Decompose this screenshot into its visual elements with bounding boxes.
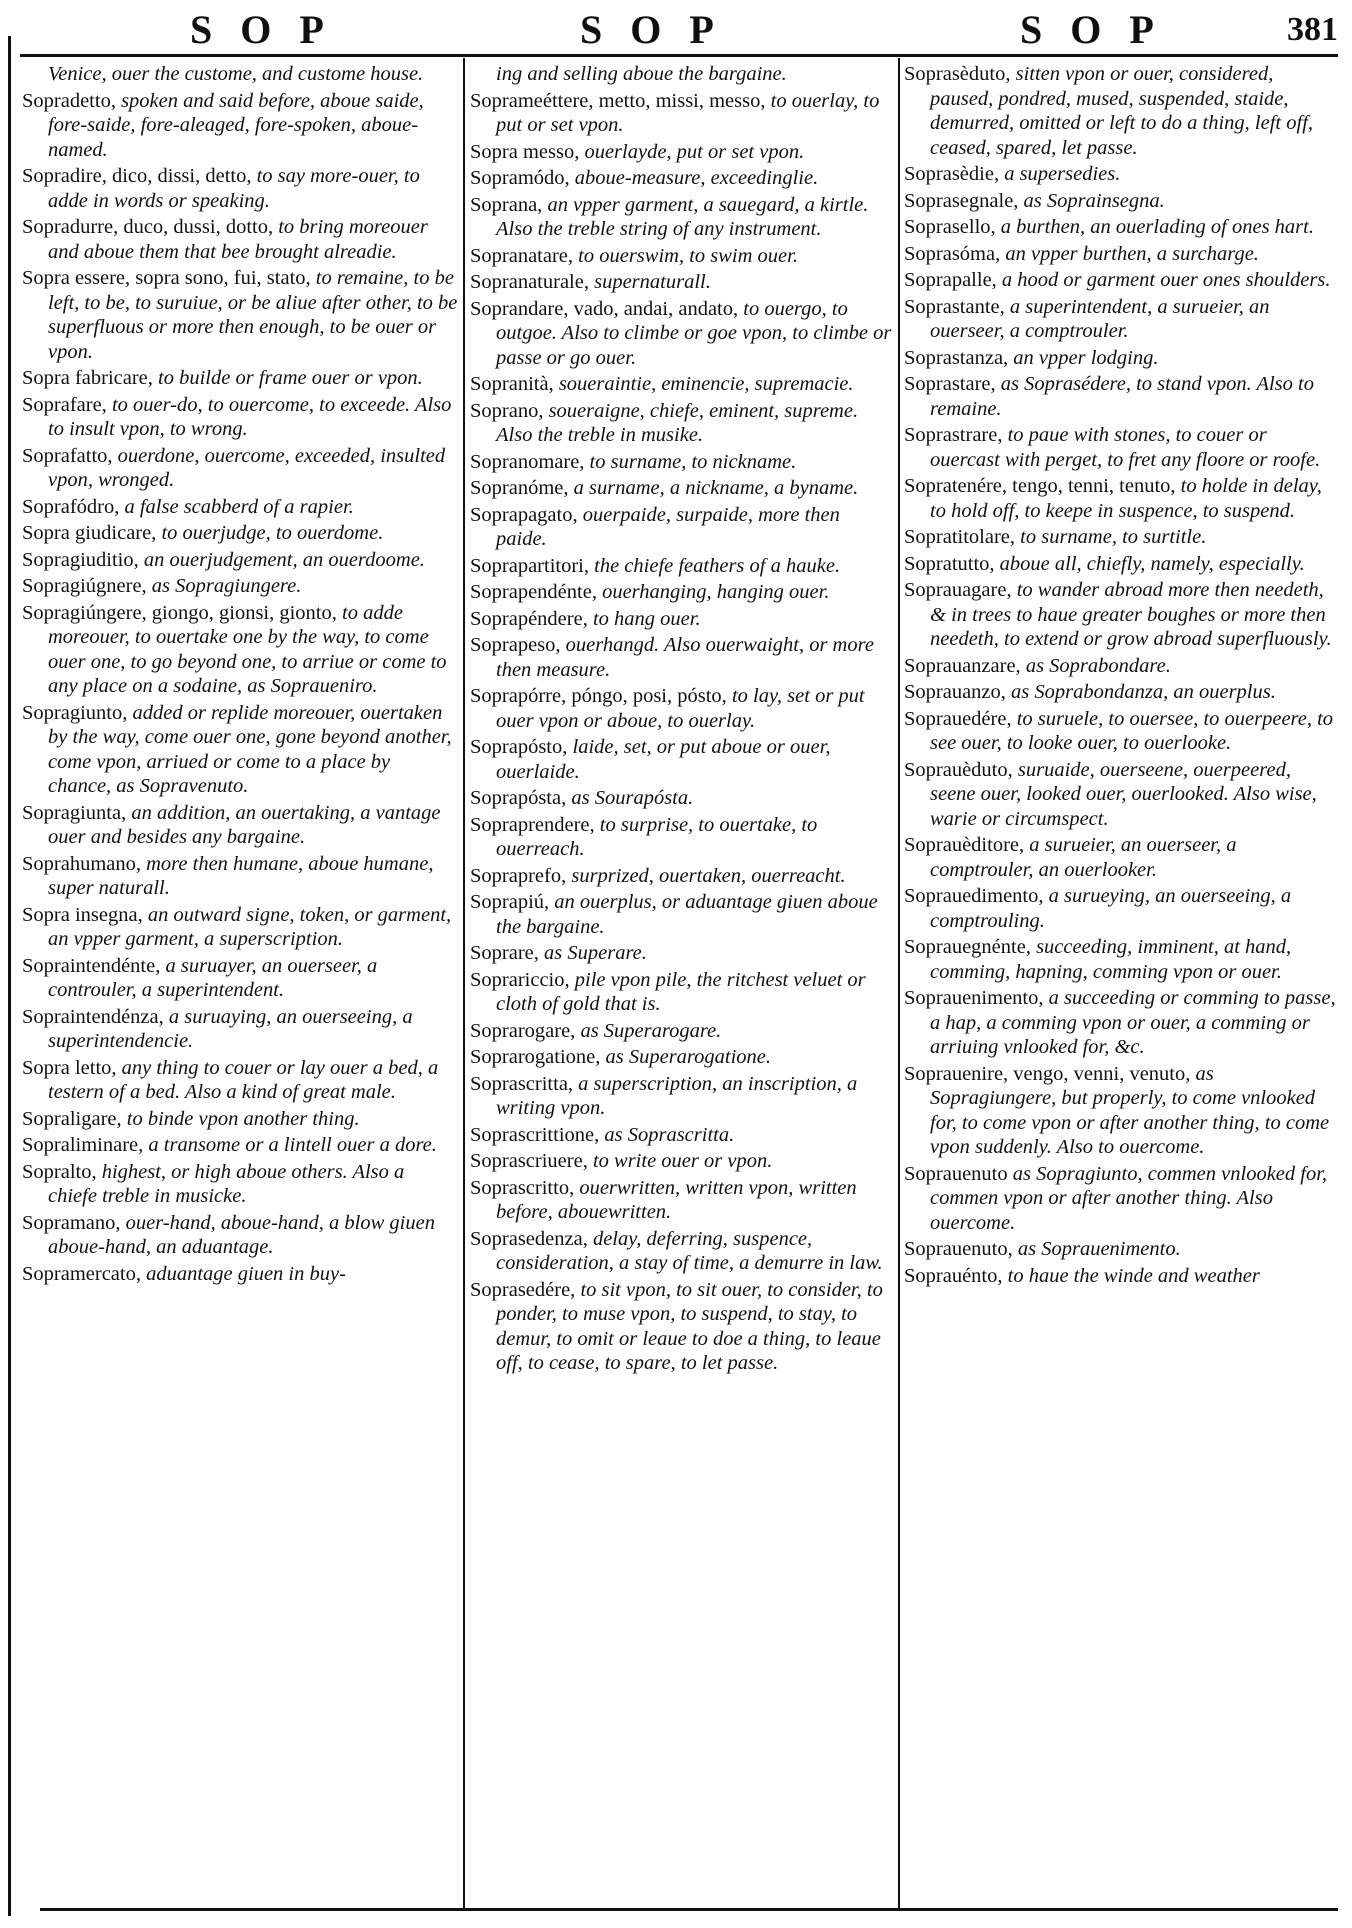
- entry-headword: Soprasello,: [904, 216, 996, 238]
- entry-definition: a surueier, an ouerseer, a comptrouler, an ouerlooker.: [930, 834, 1237, 881]
- entry-headword: Sopramano,: [22, 1211, 121, 1234]
- entry-headword: Soprasóma,: [904, 242, 1001, 265]
- entry-definition: ouerhanging, hanging ouer.: [602, 581, 830, 603]
- entry-headword: Soprastante,: [904, 295, 1005, 318]
- entry-headword: Soprare,: [470, 942, 539, 964]
- dictionary-entry: [470, 607, 894, 632]
- entry-definition: any thing to couer or lay ouer a bed, a testern of a bed. Also a kind of great male.: [48, 1056, 439, 1103]
- entry-definition: as Superarogatione.: [605, 1046, 772, 1068]
- entry-headword: Soprascritta,: [470, 1072, 574, 1095]
- dictionary-entry: [904, 62, 1336, 160]
- entry-definition: Venice, ouer the custome, and custome house.: [48, 63, 424, 85]
- entry-headword: Soprauedére,: [904, 707, 1012, 730]
- entry-headword: Soprapéndere,: [470, 607, 588, 630]
- entry-definition: an vpper lodging.: [1013, 346, 1159, 369]
- entry-definition: to hang ouer.: [592, 607, 701, 630]
- entry-definition: spoken and said before, aboue saide, fore-saide, fore-aleaged, fore-spoken, aboue-named.: [48, 89, 424, 161]
- dictionary-entry: [904, 242, 1336, 267]
- dictionary-entry: [22, 89, 458, 163]
- dictionary-entry: [470, 968, 894, 1017]
- dictionary-entry: [22, 852, 458, 901]
- dictionary-entry: [22, 521, 458, 546]
- dictionary-entry: [904, 1264, 1336, 1289]
- dictionary-entry: [22, 701, 458, 799]
- entry-headword: Soprafare,: [22, 393, 107, 416]
- entry-definition: an vpper garment, a sauegard, a kirtle. Also the treble string of any instrument.: [496, 193, 869, 240]
- entry-definition: a superintendent, a surueier, an ouerseer, a comptrouler.: [930, 295, 1270, 342]
- entry-definition: a transome or a lintell ouer a dore.: [148, 1134, 437, 1156]
- entry-headword: Sopradire, dico, dissi, detto,: [22, 165, 252, 187]
- dictionary-entry: [904, 884, 1336, 933]
- entry-headword: Soprastare,: [904, 373, 996, 395]
- entry-headword: Sopranità,: [470, 373, 554, 395]
- entry-definition: to ouerlay, to put or set vpon.: [496, 89, 880, 136]
- bottom-rule: [40, 1908, 1338, 1911]
- entry-definition: as Soprauenimento.: [1017, 1238, 1181, 1260]
- entry-definition: soueraigne, chiefe, eminent, supreme. Also the treble in musike.: [496, 399, 859, 446]
- dictionary-entry: [470, 1045, 894, 1070]
- entry-headword: Sopraligare,: [22, 1107, 122, 1130]
- dictionary-entry: [470, 503, 894, 552]
- entry-headword: Soprasèduto,: [904, 63, 1011, 85]
- dictionary-entry: [904, 680, 1336, 705]
- entry-headword: Sopralto,: [22, 1160, 97, 1183]
- entry-headword: Soprapartitori,: [470, 554, 589, 577]
- entry-headword: Soprastrare,: [904, 424, 1003, 446]
- dictionary-entry: [904, 1237, 1336, 1262]
- entry-definition: laide, set, or put aboue or ouer, ouerlaide.: [496, 736, 831, 783]
- dictionary-entry: [904, 525, 1336, 550]
- column-2: [470, 62, 894, 1902]
- dictionary-entry: [470, 297, 894, 371]
- entry-definition: to ouerswim, to swim ouer.: [578, 244, 798, 267]
- dictionary-entry: [22, 164, 458, 213]
- dictionary-entry: [470, 1278, 894, 1376]
- entry-headword: Sopranatare,: [470, 244, 574, 267]
- dictionary-entry: [470, 580, 894, 605]
- entry-definition: to surname, to nickname.: [589, 450, 797, 473]
- entry-headword: Soprasèdie,: [904, 163, 1000, 185]
- entry-definition: to binde vpon another thing.: [126, 1107, 360, 1130]
- entry-definition: as Sourapósta.: [571, 787, 694, 809]
- entry-headword: Sopradetto,: [22, 89, 116, 112]
- entry-definition: a superscription, an inscription, a writing vpon.: [496, 1072, 858, 1119]
- dictionary-entry: [470, 633, 894, 682]
- column-divider-2: [898, 58, 900, 1908]
- dictionary-entry: [22, 62, 458, 87]
- entry-definition: a false scabberd of a rapier.: [124, 495, 354, 518]
- entry-headword: Sopratitolare,: [904, 526, 1016, 548]
- entry-definition: ouerlayde, put or set vpon.: [584, 140, 805, 163]
- dictionary-entry: [904, 578, 1336, 652]
- dictionary-entry: [22, 1005, 458, 1054]
- entry-definition: a hood or garment ouer ones shoulders.: [1001, 269, 1331, 291]
- dictionary-entry: [904, 215, 1336, 240]
- dictionary-entry: [470, 1227, 894, 1276]
- dictionary-entry: [22, 801, 458, 850]
- entry-definition: as Sopragiungere.: [151, 575, 302, 597]
- dictionary-entry: [470, 813, 894, 862]
- entry-headword: Soprascriuere,: [470, 1150, 588, 1172]
- entry-definition: to ouer-do, to ouercome, to exceede. Also to insult vpon, to wrong.: [48, 393, 452, 440]
- entry-definition: aboue all, chiefly, namely, especially.: [999, 552, 1305, 575]
- entry-definition: a supersedies.: [1004, 163, 1121, 185]
- dictionary-entry: [470, 786, 894, 811]
- column-3: [904, 62, 1336, 1902]
- left-border-rule: [8, 36, 11, 1916]
- dictionary-entry: [904, 295, 1336, 344]
- entry-headword: Soprapalle,: [904, 269, 997, 291]
- entry-headword: Soprapósto,: [470, 736, 568, 758]
- dictionary-entry: [470, 1149, 894, 1174]
- dictionary-entry: [470, 244, 894, 269]
- entry-headword: Soprascrittione,: [470, 1123, 600, 1146]
- dictionary-entry: [470, 1072, 894, 1121]
- entry-headword: Soprandare, vado, andai, andato,: [470, 297, 739, 320]
- entry-headword: Sopranaturale,: [470, 271, 589, 293]
- entry-definition: ing and selling aboue the bargaine.: [496, 63, 787, 85]
- entry-definition: surprized, ouertaken, ouerreacht.: [571, 864, 846, 887]
- entry-definition: sitten vpon or ouer, considered, paused, pondred, mused, suspended, staide, demurred, omitted or left to do a thing, left off, ceased, spared, let passe.: [930, 63, 1314, 159]
- dictionary-entry: [22, 266, 458, 364]
- entry-definition: as Superarogare.: [580, 1019, 722, 1042]
- entry-definition: to suruele, to ouersee, to ouerpeere, to see ouer, to looke ouer, to ouerlooke.: [930, 707, 1334, 754]
- entry-definition: to wander abroad more then needeth, & in trees to haue greater boughes or more then needeth, to extend or grow abroad superfluously.: [930, 579, 1332, 650]
- entry-headword: Soprasedenza,: [470, 1227, 588, 1250]
- entry-definition: to holde in delay, to hold off, to keepe in suspence, to suspend.: [930, 475, 1322, 522]
- entry-headword: Soprastanza,: [904, 346, 1009, 369]
- dictionary-entry: [904, 423, 1336, 472]
- entry-headword: Soprasedére,: [470, 1278, 576, 1301]
- dictionary-entry: [904, 1062, 1336, 1160]
- entry-definition: as Sopragiunto, commen vnlooked for, commen vpon or after another thing. Also ouercome.: [930, 1162, 1328, 1234]
- dictionary-entry: [904, 935, 1336, 984]
- entry-definition: to write ouer or vpon.: [592, 1150, 773, 1172]
- entry-headword: Soprariccio,: [470, 968, 570, 991]
- dictionary-entry: [904, 346, 1336, 371]
- entry-headword: Soprauèditore,: [904, 834, 1025, 856]
- entry-definition: ouerpaide, surpaide, more then paide.: [496, 503, 840, 550]
- dictionary-entry: [470, 166, 894, 191]
- entry-headword: Soprauenimento,: [904, 987, 1044, 1009]
- dictionary-entry: [470, 735, 894, 784]
- entry-headword: Sopragiúngere, giongo, gionsi, gionto,: [22, 601, 337, 624]
- entry-definition: aboue-measure, exceedinglie.: [574, 167, 819, 189]
- entry-headword: Sopragiunto,: [22, 701, 128, 724]
- entry-definition: a suruaying, an ouerseeing, a superintendencie.: [48, 1005, 413, 1052]
- entry-definition: to ouerjudge, to ouerdome.: [161, 522, 384, 544]
- dictionary-entry: [470, 476, 894, 501]
- entry-headword: Sopragiúgnere,: [22, 575, 147, 597]
- page-header: [20, 8, 1338, 52]
- entry-headword: Sopramercato,: [22, 1262, 141, 1285]
- entry-definition: aduantage giuen in buy-: [146, 1262, 346, 1285]
- entry-headword: Soprauenire, vengo, venni, venuto,: [904, 1062, 1191, 1085]
- entry-definition: more then humane, aboue humane, super naturall.: [48, 852, 434, 899]
- entry-headword: Sopraprefo,: [470, 864, 567, 887]
- entry-headword: Soprapagato,: [470, 503, 578, 526]
- entry-headword: Sopraintendénte,: [22, 954, 161, 977]
- entry-definition: suruaide, ouerseene, ouerpeered, seene ouer, looked ouer, ouerlooked. Also wise, warie or circumspect.: [930, 758, 1317, 830]
- column-divider-1: [463, 58, 465, 1908]
- entry-headword: Soprahumano,: [22, 852, 141, 875]
- entry-definition: to haue the winde and weather: [1007, 1264, 1260, 1287]
- dictionary-entry: [22, 1211, 458, 1260]
- entry-headword: Soprauenuto,: [904, 1238, 1013, 1260]
- entry-definition: as Soprabondanza, an ouerplus.: [1011, 681, 1276, 703]
- dictionary-entry: [470, 450, 894, 475]
- entry-headword: Soprana,: [470, 193, 543, 216]
- entry-headword: Sopra insegna,: [22, 903, 143, 926]
- entry-headword: Soprarogare,: [470, 1019, 576, 1042]
- entry-headword: Sopra letto,: [22, 1056, 117, 1079]
- dictionary-entry: [470, 62, 894, 87]
- dictionary-entry: [22, 601, 458, 699]
- entry-definition: to surprise, to ouertake, to ouerreach.: [496, 813, 818, 860]
- page-number: 381: [1287, 11, 1338, 48]
- dictionary-entry: [22, 1107, 458, 1132]
- entry-definition: as Soprasédere, to stand vpon. Also to remaine.: [930, 373, 1314, 420]
- entry-headword: Soprapórre, póngo, posi, pósto,: [470, 685, 727, 707]
- entry-headword: Soprauedimento,: [904, 885, 1044, 907]
- entry-headword: Soprauèduto,: [904, 758, 1013, 781]
- dictionary-entry: [22, 393, 458, 442]
- entry-headword: Soprauenuto: [904, 1162, 1008, 1185]
- dictionary-entry: [904, 833, 1336, 882]
- dictionary-entry: [904, 189, 1336, 214]
- dictionary-entry: [470, 89, 894, 138]
- entry-definition: ouerwritten, written vpon, written before, abouewritten.: [496, 1176, 857, 1223]
- dictionary-entry: [22, 444, 458, 493]
- entry-definition: to remaine, to be left, to be, to suruiue, or be aliue after other, to be superfluous or more then enough, to be ouer or vpon.: [48, 267, 458, 363]
- running-head-right: SOP: [1020, 7, 1182, 52]
- entry-definition: as Soprascritta.: [604, 1123, 735, 1146]
- dictionary-entry: [470, 1123, 894, 1148]
- dictionary-entry: [904, 654, 1336, 679]
- dictionary-entry: [904, 552, 1336, 577]
- entry-headword: Soprapósta,: [470, 787, 567, 809]
- entry-definition: supernaturall.: [594, 271, 711, 293]
- entry-headword: Soprapendénte,: [470, 581, 597, 603]
- dictionary-entry: [470, 941, 894, 966]
- entry-definition: soueraintie, eminencie, supremacie.: [558, 373, 854, 395]
- dictionary-entry: [22, 366, 458, 391]
- entry-headword: Sopra messo,: [470, 140, 580, 163]
- dictionary-entry: [470, 140, 894, 165]
- dictionary-entry: [22, 1262, 458, 1287]
- running-head-center: SOP: [580, 7, 742, 52]
- dictionary-entry: [904, 268, 1336, 293]
- entry-headword: Sopramódo,: [470, 167, 570, 189]
- entry-definition: pile vpon pile, the ritchest veluet or cloth of gold that is.: [496, 968, 866, 1015]
- entry-definition: as Sopragiungere, but properly, to come vnlooked for, to come vpon or after another thing, to come vpon suddenly. Also to ouercome.: [930, 1062, 1330, 1158]
- entry-definition: an addition, an ouertaking, a vantage ouer and besides any bargaine.: [48, 801, 441, 848]
- entry-definition: a succeeding or comming to passe, a hap, a comming vpon or ouer, a comming or arriuing vnlooked for, &c.: [930, 987, 1336, 1058]
- entry-headword: Soprascritto,: [470, 1176, 575, 1199]
- dictionary-entry: [470, 193, 894, 242]
- entry-definition: an ouerjudgement, an ouerdoome.: [143, 548, 425, 571]
- dictionary-entry: [904, 1162, 1336, 1236]
- entry-definition: to sit vpon, to sit ouer, to consider, to ponder, to muse vpon, to suspend, to stay, to demur, to omit or leaue to doe a thing, to leaue off, to cease, to spare, to let passe.: [496, 1278, 883, 1374]
- entry-headword: Soprauegnénte,: [904, 936, 1031, 958]
- entry-headword: Sopraprendere,: [470, 813, 595, 836]
- entry-definition: as Soprabondare.: [1025, 654, 1171, 677]
- dictionary-entry: [904, 758, 1336, 832]
- entry-headword: Soprarogatione,: [470, 1046, 601, 1068]
- entry-definition: to say more-ouer, to adde in words or speaking.: [48, 165, 420, 212]
- dictionary-entry: [470, 684, 894, 733]
- entry-definition: a burthen, an ouerlading of ones hart.: [1000, 216, 1314, 238]
- dictionary-entry: [904, 707, 1336, 756]
- entry-headword: Sopra fabricare,: [22, 367, 153, 389]
- dictionary-entry: [904, 474, 1336, 523]
- entry-definition: to builde or frame ouer or vpon.: [158, 367, 423, 389]
- header-rule: [20, 54, 1338, 57]
- dictionary-entry: [22, 903, 458, 952]
- entry-headword: Sopradurre, duco, dussi, dotto,: [22, 216, 274, 238]
- entry-headword: Sopra giudicare,: [22, 522, 157, 544]
- entry-definition: to bring moreouer and aboue them that bee brought alreadie.: [48, 216, 428, 263]
- running-head-left: SOP: [190, 7, 352, 52]
- entry-definition: as Superare.: [544, 942, 647, 964]
- dictionary-entry: [22, 1056, 458, 1105]
- entry-definition: a surname, a nickname, a byname.: [573, 477, 859, 499]
- entry-definition: to paue with stones, to couer or ouercast with perget, to fret any floore or roofe.: [930, 424, 1321, 471]
- dictionary-entry: [470, 270, 894, 295]
- dictionary-entry: [470, 1176, 894, 1225]
- entry-definition: an ouerplus, or aduantage giuen aboue the bargaine.: [496, 891, 878, 938]
- entry-headword: Soprauagare,: [904, 579, 1012, 601]
- dictionary-entry: [22, 574, 458, 599]
- dictionary-entry: [470, 399, 894, 448]
- dictionary-entry: [470, 372, 894, 397]
- entry-definition: a surueying, an ouerseeing, a comptrouling.: [930, 885, 1292, 932]
- dictionary-entry: [22, 954, 458, 1003]
- entry-headword: Soprauanzare,: [904, 654, 1021, 677]
- entry-headword: Soprafatto,: [22, 444, 113, 467]
- entry-definition: to adde moreouer, to ouertake one by the way, to come ouer one, to go beyond one, to arriue or come to any place on a sodaine, as Sopraueniro.: [48, 601, 447, 697]
- entry-headword: Soprapiú,: [470, 891, 550, 913]
- entry-headword: Sopragiuditio,: [22, 548, 139, 571]
- entry-headword: Sopratutto,: [904, 552, 995, 575]
- entry-headword: Soprasegnale,: [904, 189, 1019, 212]
- entry-headword: Sopranomare,: [470, 450, 585, 473]
- entry-definition: a suruayer, an ouerseer, a controuler, a superintendent.: [48, 954, 378, 1001]
- column-1: [22, 62, 458, 1902]
- entry-definition: to lay, set or put ouer vpon or aboue, to ouerlay.: [496, 685, 865, 732]
- entry-definition: ouerhangd. Also ouerwaight, or more then measure.: [496, 634, 874, 681]
- entry-definition: as Soprainsegna.: [1023, 189, 1165, 212]
- dictionary-entry: [470, 554, 894, 579]
- dictionary-entry: [22, 1133, 458, 1158]
- entry-definition: the chiefe feathers of a hauke.: [594, 554, 841, 577]
- dictionary-entry: [22, 495, 458, 520]
- dictionary-entry: [904, 986, 1336, 1060]
- entry-headword: Sopra essere, sopra sono, fui, stato,: [22, 267, 311, 289]
- dictionary-entry: [904, 372, 1336, 421]
- entry-definition: ouerdone, ouercome, exceeded, insulted vpon, wronged.: [48, 444, 446, 491]
- entry-definition: ouer-hand, aboue-hand, a blow giuen aboue-hand, an aduantage.: [48, 1211, 435, 1258]
- dictionary-entry: [904, 162, 1336, 187]
- dictionary-entry: [470, 1019, 894, 1044]
- entry-definition: to surname, to surtitle.: [1020, 526, 1207, 548]
- entry-headword: Sopragiunta,: [22, 801, 127, 824]
- entry-headword: Soprauénto,: [904, 1264, 1003, 1287]
- entry-headword: Sopratenére, tengo, tenni, tenuto,: [904, 475, 1176, 497]
- entry-definition: added or replide moreouer, ouertaken by the way, come ouer one, gone beyond another, come vpon, arriued or come to a place by chance, as Sopravenuto.: [48, 701, 452, 797]
- dictionary-entry: [22, 1160, 458, 1209]
- entry-headword: Soprafódro,: [22, 495, 120, 518]
- entry-headword: Sopraliminare,: [22, 1134, 144, 1156]
- entry-definition: delay, deferring, suspence, consideration, a stay of time, a demurre in law.: [496, 1227, 883, 1274]
- entry-definition: succeeding, imminent, at hand, comming, hapning, comming vpon or ouer.: [930, 936, 1292, 983]
- entry-headword: Soprapeso,: [470, 634, 561, 656]
- entry-headword: Soprano,: [470, 399, 544, 422]
- entry-definition: an outward signe, token, or garment, an vpper garment, a superscription.: [48, 903, 452, 950]
- entry-headword: Sopranóme,: [470, 477, 569, 499]
- dictionary-entry: [22, 215, 458, 264]
- entry-definition: to ouergo, to outgoe. Also to climbe or goe vpon, to climbe or passe or go ouer.: [496, 297, 892, 369]
- entry-definition: highest, or high aboue others. Also a chiefe treble in musicke.: [48, 1160, 405, 1207]
- dictionary-entry: [470, 890, 894, 939]
- entry-headword: Soprameéttere, metto, missi, messo,: [470, 89, 766, 112]
- entry-headword: Soprauanzo,: [904, 681, 1006, 703]
- dictionary-entry: [470, 864, 894, 889]
- entry-headword: Sopraintendénza,: [22, 1005, 164, 1028]
- entry-definition: an vpper burthen, a surcharge.: [1005, 242, 1259, 265]
- dictionary-entry: [22, 548, 458, 573]
